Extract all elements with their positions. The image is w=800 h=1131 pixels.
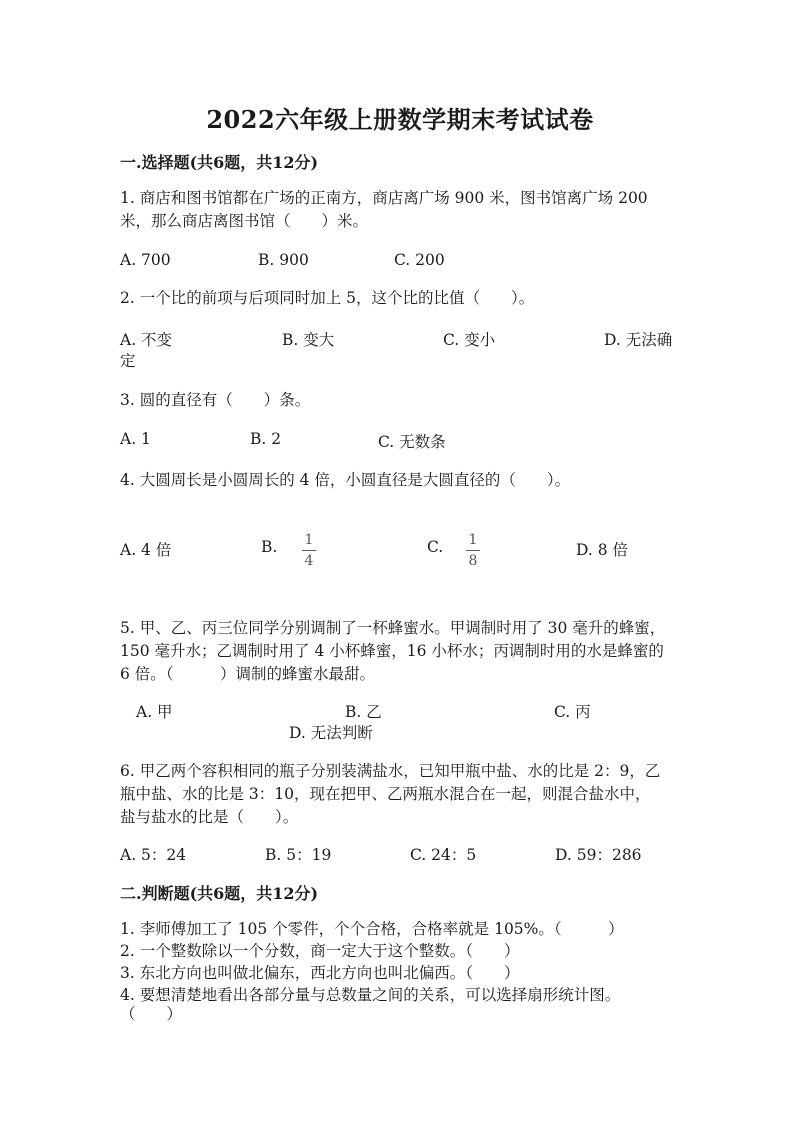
fraction-bar (302, 550, 316, 551)
question-3-line-1: 3. 圆的直径有（ ）条。 (120, 391, 311, 409)
judgement-item-2: 2. 一个整数除以一个分数，商一定大于这个整数。（ ） (120, 942, 520, 960)
question-1-option-a[interactable]: A. 700 (120, 251, 171, 269)
fraction-numerator: 1 (304, 532, 314, 548)
section-heading-judgement: 二.判断题(共6题，共12分) (120, 884, 319, 903)
fraction-denominator: 4 (304, 553, 314, 569)
question-5-line-2: 150 毫升水；乙调制时用了 4 小杯蜂蜜，16 小杯水；丙调制时用的水是蜂蜜的 (120, 642, 664, 660)
judgement-item-4-wrap: （ ） (120, 1005, 183, 1023)
page-title: 2022六年级上册数学期末考试试卷 (206, 105, 594, 134)
question-5-line-1: 5. 甲、乙、丙三位同学分别调制了一杯蜂蜜水。甲调制时用了 30 毫升的蜂蜜， (120, 619, 666, 637)
question-6-line-3: 盐与盐水的比是（ ）。 (120, 808, 299, 826)
fraction-numerator: 1 (468, 532, 478, 548)
question-4-option-a[interactable]: A. 4 倍 (120, 541, 172, 559)
question-4-option-c-fraction (466, 532, 480, 569)
fraction-bar (466, 550, 480, 551)
fraction-denominator: 8 (468, 553, 478, 569)
question-1-option-b[interactable]: B. 900 (258, 251, 309, 269)
question-5-option-d[interactable]: D. 无法判断 (289, 724, 373, 742)
question-6-line-2: 瓶中盐、水的比是 3：10，现在把甲、乙两瓶水混合在一起，则混合盐水中， (120, 785, 651, 803)
question-2-option-d-wrap: 定 (120, 352, 136, 370)
question-5-line-3: 6 倍。（ ）调制的蜂蜜水最甜。 (120, 665, 376, 683)
judgement-item-1: 1. 李师傅加工了 105 个零件，个个合格，合格率就是 105%。（ ） (120, 920, 624, 938)
question-2-option-b[interactable]: B. 变大 (282, 331, 335, 349)
question-2-option-c[interactable]: C. 变小 (443, 331, 496, 349)
question-5-option-b[interactable]: B. 乙 (345, 703, 382, 721)
question-6-option-c[interactable]: C. 24：5 (410, 846, 477, 864)
question-4-line-1: 4. 大圆周长是小圆周长的 4 倍，小圆直径是大圆直径的（ ）。 (120, 471, 571, 489)
question-6-line-1: 6. 甲乙两个容积相同的瓶子分别装满盐水，已知甲瓶中盐、水的比是 2：9，乙 (120, 762, 661, 780)
question-1-line-2: 米，那么商店离图书馆（ ）米。 (120, 212, 369, 230)
section-heading-choice: 一.选择题(共6题，共12分) (120, 153, 319, 172)
question-2-option-d[interactable]: D. 无法确 (604, 331, 673, 349)
question-3-option-a[interactable]: A. 1 (120, 430, 151, 448)
question-2-line-1: 2. 一个比的前项与后项同时加上 5，这个比的比值（ ）。 (120, 289, 535, 307)
question-1-line-1: 1. 商店和图书馆都在广场的正南方，商店离广场 900 米，图书馆离广场 200 (120, 189, 648, 207)
question-5-option-c[interactable]: C. 丙 (554, 703, 591, 721)
question-5-option-a[interactable]: A. 甲 (136, 703, 173, 721)
question-3-option-b[interactable]: B. 2 (250, 430, 282, 448)
question-4-option-c-label[interactable]: C. (427, 538, 444, 556)
question-6-option-a[interactable]: A. 5：24 (120, 846, 187, 864)
judgement-item-3: 3. 东北方向也叫做北偏东，西北方向也叫北偏西。（ ） (120, 964, 520, 982)
question-4-option-d[interactable]: D. 8 倍 (576, 541, 629, 559)
question-6-option-d[interactable]: D. 59：286 (555, 846, 642, 864)
question-2-option-a[interactable]: A. 不变 (120, 331, 173, 349)
question-4-option-b-label[interactable]: B. (261, 538, 278, 556)
question-3-option-c[interactable]: C. 无数条 (378, 433, 446, 451)
question-4-option-b-fraction (302, 532, 316, 569)
judgement-item-4: 4. 要想清楚地看出各部分量与总数量之间的关系，可以选择扇形统计图。 (120, 986, 621, 1004)
question-6-option-b[interactable]: B. 5：19 (265, 846, 332, 864)
question-1-option-c[interactable]: C. 200 (394, 251, 445, 269)
